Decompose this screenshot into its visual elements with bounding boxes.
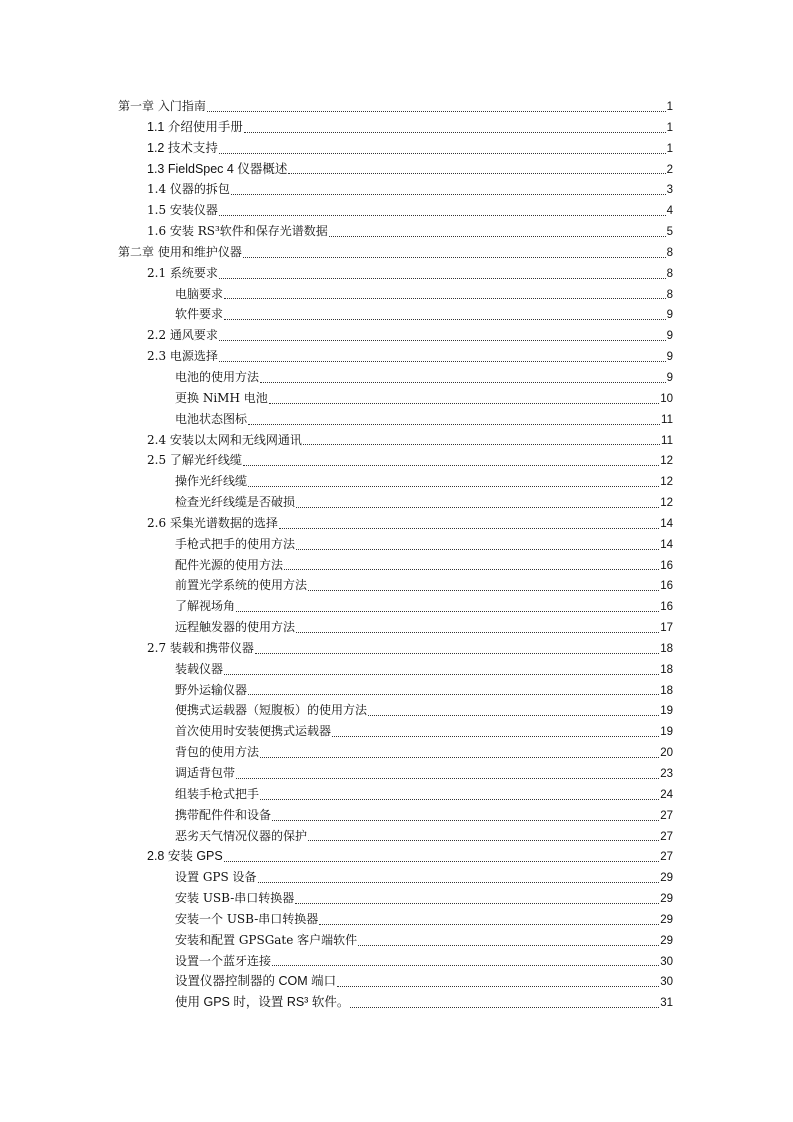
toc-entry-title: 安装和配置 GPSGate 客户端软件 bbox=[175, 932, 358, 947]
toc-entry-title: 2.6 采集光谱数据的选择 bbox=[147, 515, 278, 530]
toc-subsection-entry[interactable] bbox=[118, 659, 673, 680]
toc-page-number: 23 bbox=[660, 768, 673, 780]
toc-page-number: 1 bbox=[666, 142, 673, 155]
dot-leader bbox=[224, 860, 659, 862]
dot-leader bbox=[368, 714, 659, 716]
toc-page-number: 16 bbox=[660, 559, 673, 572]
toc-page-number: 18 bbox=[660, 663, 673, 676]
toc-page-number: 24 bbox=[660, 788, 673, 801]
toc-entry-title: 电池状态图标 bbox=[175, 411, 248, 426]
toc-entry-title: 组装手枪式把手 bbox=[175, 786, 260, 801]
dot-leader bbox=[284, 568, 659, 570]
toc-entry-title: 电脑要求 bbox=[175, 286, 224, 301]
toc-entry-title: 2.8 安装 GPS bbox=[147, 849, 223, 864]
toc-subsection-entry[interactable] bbox=[118, 700, 673, 721]
toc-entry-title: 2.2 通风要求 bbox=[147, 328, 218, 343]
toc-page-number: 12 bbox=[660, 476, 673, 489]
toc-entry-title: 2.7 装载和携带仪器 bbox=[147, 640, 254, 655]
toc-entry-title: 远程触发器的使用方法 bbox=[175, 620, 296, 635]
toc-entry-title: 操作光纤线缆 bbox=[175, 474, 248, 489]
toc-page-number: 12 bbox=[660, 497, 673, 510]
toc-subsection-entry[interactable] bbox=[118, 471, 673, 492]
toc-subsection-entry[interactable] bbox=[118, 763, 673, 784]
toc-entry-title: 检查光纤线缆是否破损 bbox=[175, 495, 296, 510]
dot-leader bbox=[296, 506, 659, 508]
dot-leader bbox=[219, 360, 666, 362]
toc-subsection-entry[interactable] bbox=[118, 888, 673, 909]
toc-entry-title: 第二章 使用和维护仪器 bbox=[118, 244, 242, 259]
toc-page-number: 20 bbox=[660, 747, 673, 760]
toc-page-number: 19 bbox=[660, 726, 673, 739]
toc-page-number: 19 bbox=[660, 705, 673, 718]
dot-leader bbox=[231, 193, 666, 195]
toc-subsection-entry[interactable] bbox=[118, 930, 673, 951]
toc-section-entry[interactable] bbox=[118, 430, 673, 451]
toc-subsection-entry[interactable] bbox=[118, 304, 673, 325]
toc-page-number: 2 bbox=[666, 163, 673, 176]
toc-subsection-entry[interactable] bbox=[118, 784, 673, 805]
toc-page-number: 14 bbox=[660, 517, 673, 530]
toc-subsection-entry[interactable] bbox=[118, 534, 673, 555]
toc-page-number: 12 bbox=[660, 455, 673, 468]
toc-section-entry[interactable] bbox=[118, 638, 673, 659]
toc-section-entry[interactable] bbox=[118, 346, 673, 367]
toc-subsection-entry[interactable] bbox=[118, 909, 673, 930]
dot-leader bbox=[248, 693, 659, 695]
table-of-contents bbox=[118, 96, 673, 1013]
toc-entry-title: 1.6 安装 RS³软件和保存光谱数据 bbox=[147, 224, 328, 239]
toc-section-entry[interactable] bbox=[118, 159, 673, 180]
toc-page-number: 29 bbox=[660, 893, 673, 906]
dot-leader bbox=[329, 235, 666, 237]
dot-leader bbox=[207, 110, 666, 112]
toc-page-number: 11 bbox=[661, 413, 673, 426]
dot-leader bbox=[258, 881, 660, 883]
toc-page-number: 31 bbox=[660, 997, 673, 1010]
toc-page-number: 9 bbox=[666, 371, 673, 384]
dot-leader bbox=[295, 902, 659, 904]
toc-page-number: 30 bbox=[660, 976, 673, 989]
toc-page-number: 5 bbox=[666, 226, 673, 239]
toc-page-number: 29 bbox=[660, 872, 673, 885]
toc-chapter-entry[interactable] bbox=[118, 96, 673, 117]
toc-chapter-entry[interactable] bbox=[118, 242, 673, 263]
toc-subsection-entry[interactable] bbox=[118, 409, 673, 430]
toc-entry-title: 设置一个蓝牙连接 bbox=[175, 953, 272, 968]
toc-page-number: 30 bbox=[660, 955, 673, 968]
toc-section-entry[interactable] bbox=[118, 263, 673, 284]
dot-leader bbox=[224, 297, 666, 299]
toc-page-number: 10 bbox=[660, 392, 673, 405]
toc-entry-title: 第一章 入门指南 bbox=[118, 99, 206, 113]
toc-subsection-entry[interactable] bbox=[118, 284, 673, 305]
toc-entry-title: 1.3 FieldSpec 4 仪器概述 bbox=[147, 161, 288, 176]
dot-leader bbox=[224, 673, 659, 675]
toc-entry-title: 了解视场角 bbox=[175, 599, 236, 614]
toc-subsection-entry[interactable] bbox=[118, 721, 673, 742]
toc-entry-title: 背包的使用方法 bbox=[175, 745, 260, 760]
dot-leader bbox=[308, 589, 659, 591]
dot-leader bbox=[296, 631, 659, 633]
toc-subsection-entry[interactable] bbox=[118, 971, 673, 992]
toc-entry-title: 设置 GPS 设备 bbox=[175, 870, 257, 885]
toc-entry-title: 1.2 技术支持 bbox=[147, 140, 218, 155]
dot-leader bbox=[303, 443, 660, 445]
toc-section-entry[interactable] bbox=[118, 138, 673, 159]
toc-entry-title: 更换 NiMH 电池 bbox=[175, 390, 268, 405]
toc-entry-title: 软件要求 bbox=[175, 307, 224, 322]
dot-leader bbox=[224, 318, 666, 320]
toc-section-entry[interactable] bbox=[118, 450, 673, 471]
dot-leader bbox=[288, 172, 665, 174]
toc-entry-title: 野外运输仪器 bbox=[175, 682, 248, 697]
dot-leader bbox=[236, 777, 659, 779]
toc-page-number: 14 bbox=[660, 538, 673, 551]
toc-page-number: 18 bbox=[660, 684, 673, 697]
dot-leader bbox=[260, 381, 666, 383]
dot-leader bbox=[308, 839, 659, 841]
dot-leader bbox=[255, 652, 659, 654]
toc-entry-title: 装载仪器 bbox=[175, 661, 224, 676]
toc-page-number: 17 bbox=[660, 622, 673, 635]
toc-page-number: 27 bbox=[660, 851, 673, 864]
toc-subsection-entry[interactable] bbox=[118, 596, 673, 617]
toc-entry-title: 2.4 安装以太网和无线网通讯 bbox=[147, 432, 302, 447]
dot-leader bbox=[358, 944, 659, 946]
dot-leader bbox=[279, 527, 659, 529]
toc-page-number: 11 bbox=[661, 434, 673, 447]
dot-leader bbox=[272, 964, 659, 966]
toc-subsection-entry[interactable] bbox=[118, 805, 673, 826]
dot-leader bbox=[243, 256, 666, 258]
toc-page-number: 8 bbox=[666, 246, 673, 259]
toc-entry-title: 2.5 了解光纤线缆 bbox=[147, 453, 242, 468]
toc-section-entry[interactable] bbox=[118, 200, 673, 221]
dot-leader bbox=[219, 152, 666, 154]
toc-entry-title: 首次使用时安装便携式运载器 bbox=[175, 724, 332, 739]
toc-page-number: 9 bbox=[666, 309, 673, 322]
toc-entry-title: 携带配件件和设备 bbox=[175, 807, 272, 822]
toc-page-number: 1 bbox=[666, 121, 673, 134]
dot-leader bbox=[236, 610, 659, 612]
dot-leader bbox=[219, 277, 666, 279]
toc-entry-title: 2.1 系统要求 bbox=[147, 265, 218, 280]
dot-leader bbox=[272, 819, 659, 821]
toc-subsection-entry[interactable] bbox=[118, 367, 673, 388]
toc-subsection-entry[interactable] bbox=[118, 742, 673, 763]
toc-page-number: 16 bbox=[660, 601, 673, 614]
dot-leader bbox=[319, 923, 659, 925]
toc-page-number: 4 bbox=[666, 205, 673, 218]
dot-leader bbox=[260, 756, 659, 758]
dot-leader bbox=[260, 798, 659, 800]
toc-entry-title: 1.1 介绍使用手册 bbox=[147, 119, 243, 134]
toc-entry-title: 安装 USB-串口转换器 bbox=[175, 891, 295, 906]
toc-page-number: 27 bbox=[660, 809, 673, 822]
toc-section-entry[interactable] bbox=[118, 325, 673, 346]
toc-subsection-entry[interactable] bbox=[118, 951, 673, 972]
toc-subsection-entry[interactable] bbox=[118, 388, 673, 409]
toc-page-number: 29 bbox=[660, 934, 673, 947]
toc-page-number: 16 bbox=[660, 580, 673, 593]
dot-leader bbox=[248, 423, 660, 425]
toc-subsection-entry[interactable] bbox=[118, 680, 673, 701]
toc-section-entry[interactable] bbox=[118, 221, 673, 242]
toc-page-number: 9 bbox=[666, 330, 673, 343]
toc-section-entry[interactable] bbox=[118, 117, 673, 138]
toc-subsection-entry[interactable] bbox=[118, 555, 673, 576]
toc-subsection-entry[interactable] bbox=[118, 826, 673, 847]
toc-entry-title: 调适背包带 bbox=[175, 766, 236, 780]
dot-leader bbox=[219, 214, 666, 216]
dot-leader bbox=[243, 464, 659, 466]
dot-leader bbox=[219, 339, 666, 341]
dot-leader bbox=[248, 485, 659, 487]
toc-page-number: 8 bbox=[666, 267, 673, 280]
dot-leader bbox=[269, 402, 659, 404]
toc-entry-title: 电池的使用方法 bbox=[175, 369, 260, 384]
toc-section-entry[interactable] bbox=[118, 846, 673, 867]
toc-subsection-entry[interactable] bbox=[118, 492, 673, 513]
toc-entry-title: 1.4 仪器的拆包 bbox=[147, 182, 230, 197]
dot-leader bbox=[332, 735, 659, 737]
toc-entry-title: 恶劣天气情况仪器的保护 bbox=[175, 828, 308, 843]
dot-leader bbox=[337, 985, 659, 987]
toc-page-number: 1 bbox=[666, 101, 673, 113]
toc-subsection-entry[interactable] bbox=[118, 992, 673, 1013]
toc-entry-title: 便携式运载器（短腹板）的使用方法 bbox=[175, 703, 368, 718]
dot-leader bbox=[350, 1006, 659, 1008]
toc-subsection-entry[interactable] bbox=[118, 617, 673, 638]
toc-entry-title: 设置仪器控制器的 COM 端口 bbox=[175, 974, 337, 989]
toc-entry-title: 手枪式把手的使用方法 bbox=[175, 536, 296, 551]
toc-page-number: 9 bbox=[666, 351, 673, 364]
toc-entry-title: 2.3 电源选择 bbox=[147, 349, 218, 364]
toc-page-number: 27 bbox=[660, 830, 673, 843]
dot-leader bbox=[296, 548, 659, 550]
toc-section-entry[interactable] bbox=[118, 179, 673, 200]
toc-subsection-entry[interactable] bbox=[118, 867, 673, 888]
toc-page-number: 3 bbox=[666, 184, 673, 197]
dot-leader bbox=[244, 131, 666, 133]
toc-page-number: 18 bbox=[660, 642, 673, 655]
toc-entry-title: 安装一个 USB-串口转换器 bbox=[175, 911, 319, 926]
toc-page-number: 8 bbox=[666, 288, 673, 301]
toc-entry-title: 配件光源的使用方法 bbox=[175, 557, 284, 572]
toc-entry-title: 使用 GPS 时，设置 RS³ 软件。 bbox=[175, 995, 350, 1010]
toc-page-number: 29 bbox=[660, 913, 673, 926]
toc-section-entry[interactable] bbox=[118, 513, 673, 534]
toc-entry-title: 1.5 安装仪器 bbox=[147, 203, 218, 218]
toc-subsection-entry[interactable] bbox=[118, 575, 673, 596]
toc-entry-title: 前置光学系统的使用方法 bbox=[175, 578, 308, 593]
